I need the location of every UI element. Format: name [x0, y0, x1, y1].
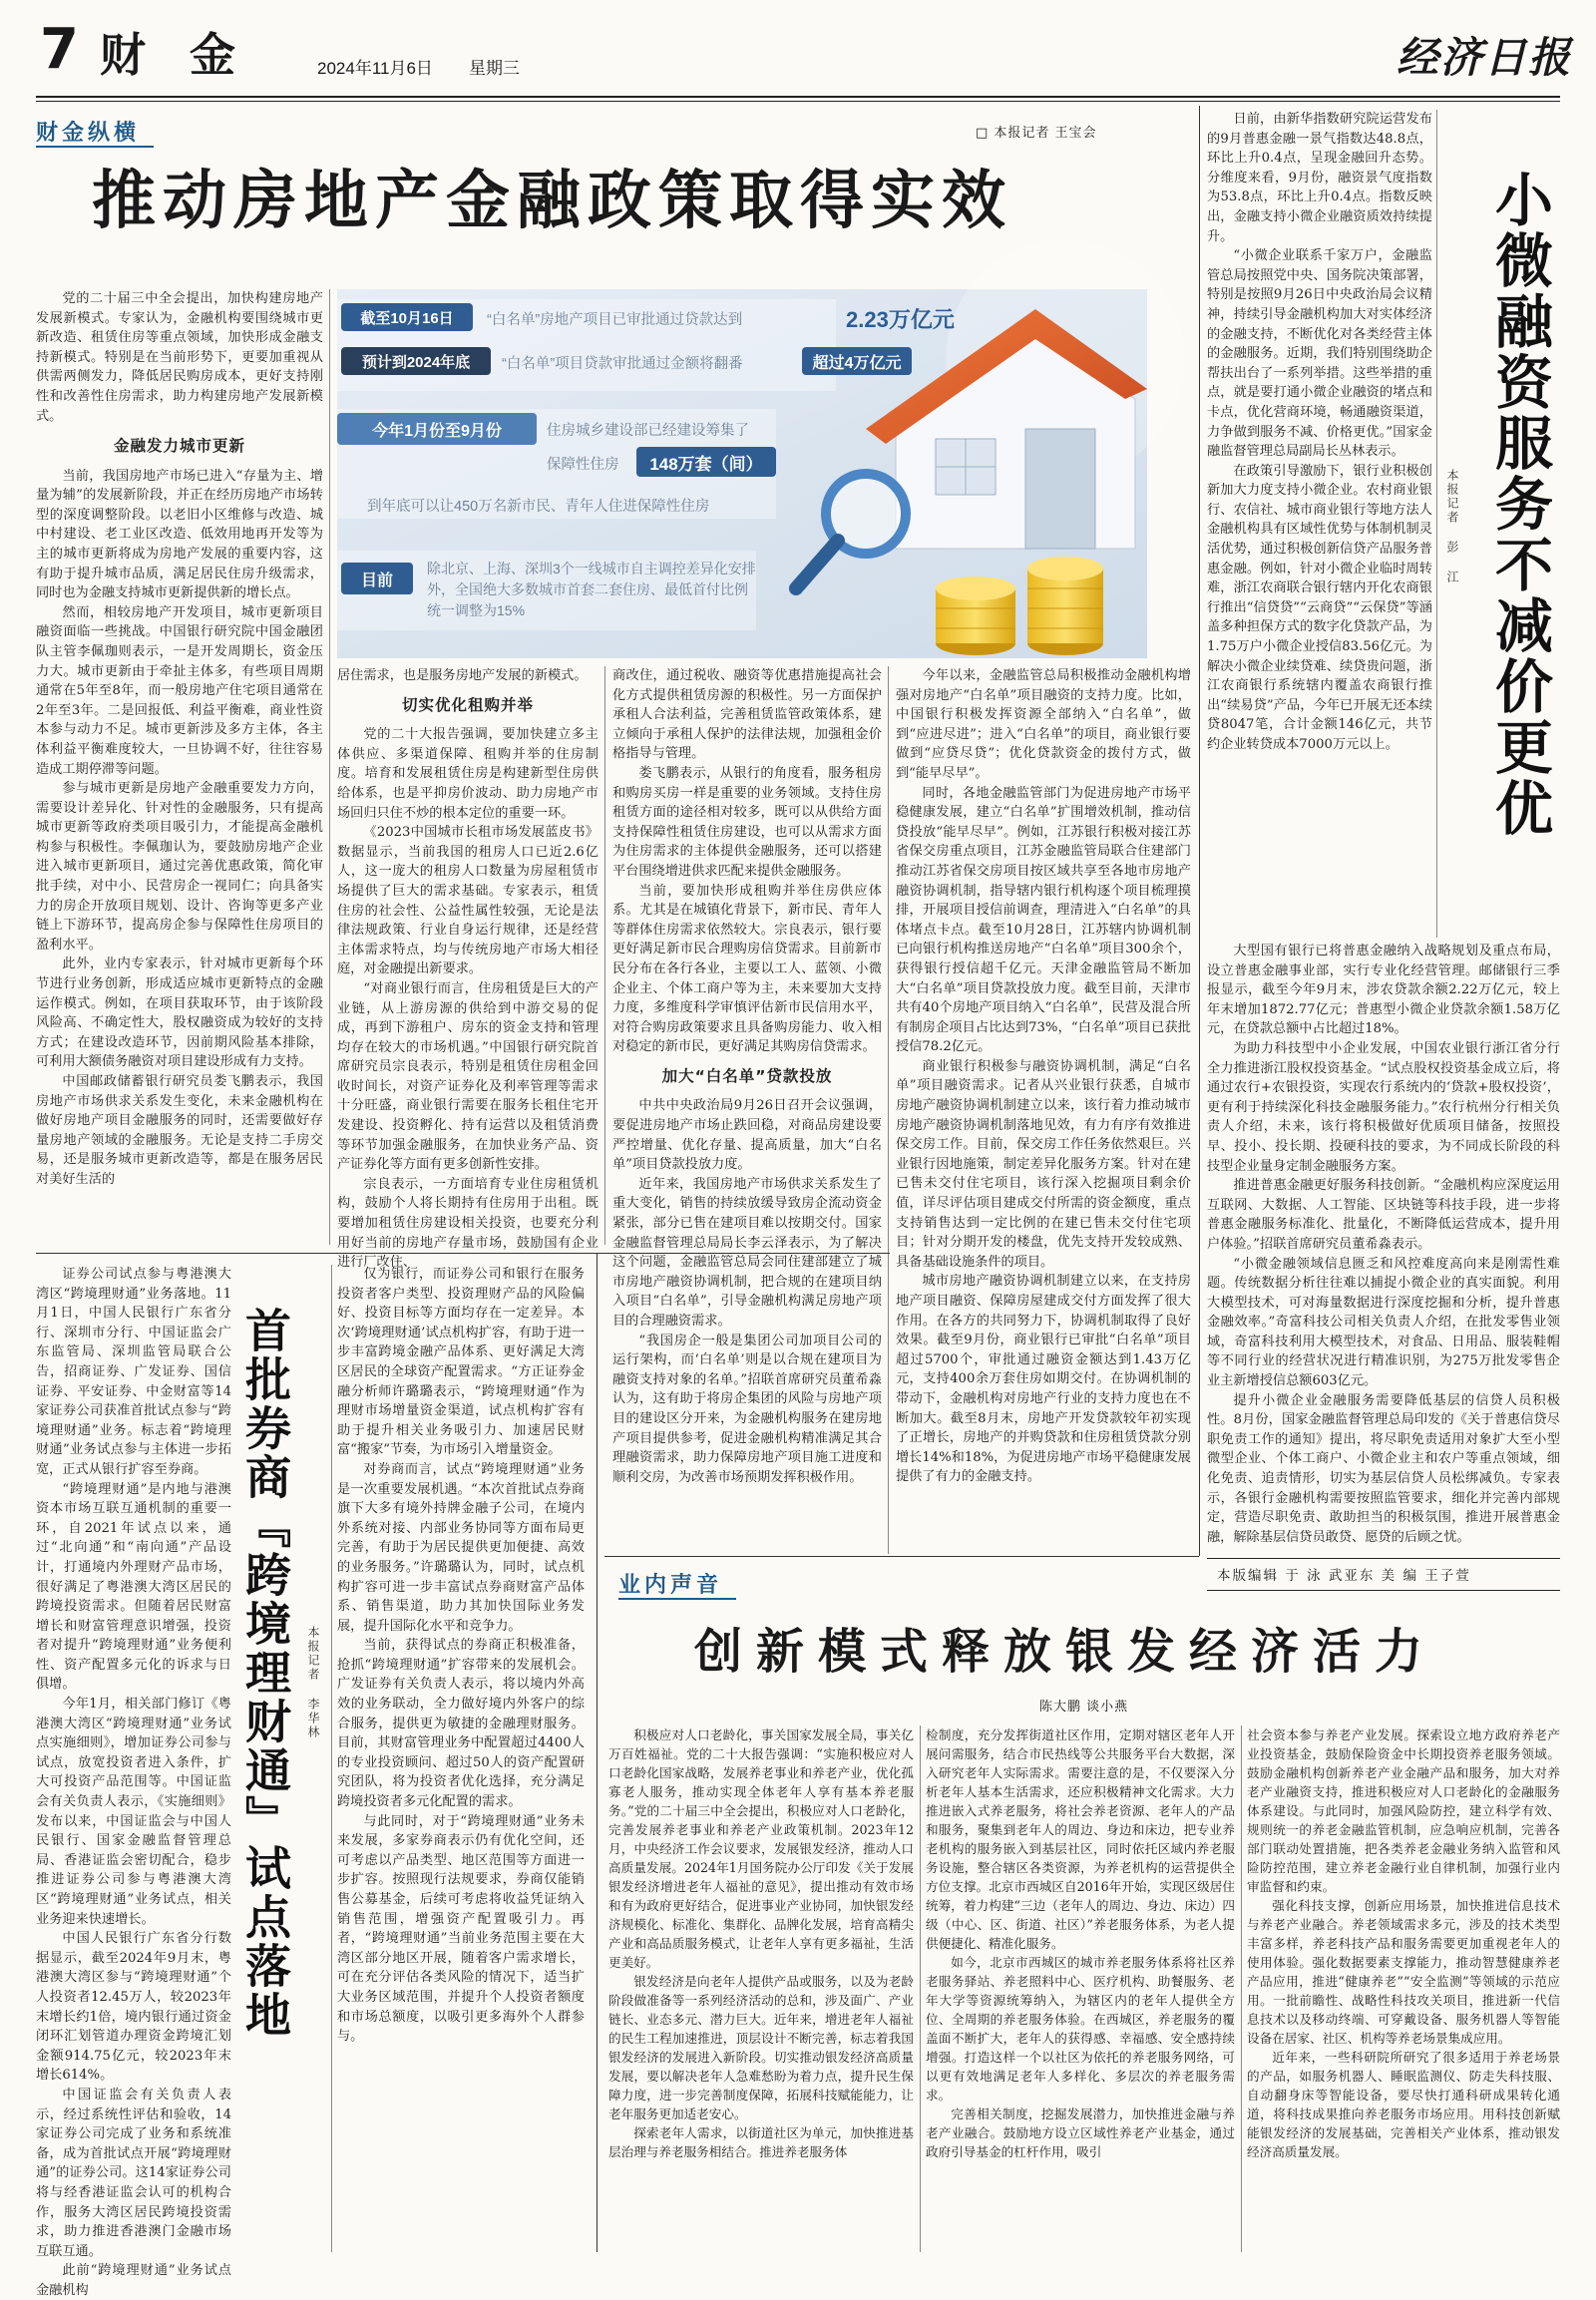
masthead-rule: [36, 96, 1560, 98]
bottom-right-byline: 陈大鹏 谈小燕: [1039, 1700, 1129, 1715]
paragraph: 当前，我国房地产市场已进入“存量为主、增量为辅”的发展新阶段，并正在经历房地产市场转型的深度调整阶段。以老旧小区维修与改造、城中村建设、老工业区改造、低效用地再开发等为主的城市更新将成为房地产发展的重要内容，这有助于提升城市品质，满足居民住房升级需求，同时也为金融支持城市更新提供新的增长点。: [36, 468, 323, 601]
paragraph: 社会资本参与养老产业发展。探索设立地方政府养老产业投资基金，鼓励保险资金中长期投资养老服务领域。鼓励金融机构创新养老产业金融产品和服务，加大对养老产业融资支持，推进积极应对人口老龄化的金融服务体系建设。与此同时，加强风险防控，建立科学有效、规则统一的养老金融监管机制，应急响应机制，完善各部门联动处置措施，把各类养老金融业务纳入监管和风险防控范围，建立养老金融行业自律机制，加强行业内审监督和约束。: [1247, 1727, 1560, 1894]
infographic-value-3: 148万套（间）: [636, 447, 776, 477]
column-divider: [597, 1253, 598, 2252]
paragraph: 推进普惠金融更好服务科技创新。“金融机构应深度运用互联网、大数据、人工智能、区块链等科技手段，进一步将普惠金融服务标准化、批量化，不断降低运营成本，提升用户体验。”招联首席研究员董希淼表示。: [1207, 1178, 1560, 1252]
issue-weekday: 星期三: [469, 59, 520, 78]
paragraph: 大型国有银行已将普惠金融纳入战略规划及重点布局，设立普惠金融事业部，实行专业化经营管理。邮储银行三季报显示，截至今年9月末，涉农贷款余额2.22万亿元，较上年末增加1872.77亿元；普惠型小微企业贷款余额1.58万亿元，在贷款总额中占比超过18%。: [1207, 944, 1560, 1037]
paragraph: 积极应对人口老龄化，事关国家发展全局，事关亿万百姓福祉。党的二十大报告强调：“实施积极应对人口老龄化国家战略，发展养老事业和养老产业，优化孤寡老人服务，推动实现全体老年人享有基本养老服务。”党的二十届三中全会提出，积极应对人口老龄化，完善发展养老事业和养老产业政策机制。2023年12月，中央经济工作会议要求，发展银发经济，推动人口高质量发展。2024年1月国务院办公厅印发《关于发展银发经济增进老年人福祉的意见》，提出推动有效市场和有为政府更好结合，促进事业产业协同，加快银发经济规模化、标准化、集群化、品牌化发展，培育高精尖产业和高品质服务模式，让老年人享有更多福祉，生活更美好。: [608, 1727, 914, 1970]
column-divider: [1241, 1725, 1242, 2252]
paragraph: 今年1月，相关部门修订《粤港澳大湾区“跨境理财通”业务试点实施细则》，增加证券公司参与试点，放宽投资者进入条件，扩大可投资产品范围等。中国证监会有关负责人表示，《实施细则》发布以来，中国证监会与中国人民银行、国家金融监督管理总局、香港证监会密切配合，稳步推进证券公司参与粤港澳大湾区“跨境理财通”业务试点，相关业务迎来快速增长。: [36, 1697, 231, 1927]
lead-byline: □ 本报记者 王宝会: [976, 126, 1097, 141]
paragraph: 银发经济是向老年人提供产品或服务，以及为老龄阶段做准备等一系列经济活动的总和，涉及面广、产业链长、业态多元、潜力巨大。近年来，增进老年人福祉的民生工程加速推进，顶层设计不断完善，标志着我国银发经济的发展进入新阶段。切实推动银发经济高质量发展，要以解决老年人急难愁盼为着力点，提升民生保障力度，进一步完善制度保障，拓展科技赋能能力，让老年服务更加适老安心。: [608, 1974, 914, 2121]
paragraph: “小微企业联系千家万户，金融监管总局按照党中央、国务院决策部署，特别是按照9月26日中央政治局会议精神，持续引导金融机构加大对实体经济的金融支持，不断优化对各类经营主体的金融服务。近期，我们特别围绕助企帮扶出台了一系列举措。这些举措的重点，就是要打通小微企业融资的堵点和卡点，优化营商环境，畅通融资渠道，力争做到服务不减、价格更优。”国家金融监督管理总局副局长丛林表示。: [1207, 248, 1432, 460]
issue-date: 2024年11月6日: [317, 59, 433, 78]
paragraph-continued: 商改住，通过税收、融资等优惠措施提高社会化方式提供租赁房源的积极性。另一方面保护承租人合法利益，完善租赁监管政策体系，建立倾向于承租人保护的法律法规，加强租金价格指导与管理。: [612, 668, 882, 762]
column-divider: [1199, 106, 1200, 1556]
paragraph: 此前“跨境理财通”业务试点金融机构: [36, 2263, 231, 2298]
infographic-label-4: 目前: [341, 563, 413, 594]
column-divider: [920, 1725, 921, 2252]
paragraph: 为助力科技型中小企业发展，中国农业银行浙江省分行全力推进浙江股权投资基金。“试点股权投资基金成立后，将通过农行+农银投资，实现农行系统内的‘贷款+股权投资’，更有利于持续深化科技金融服务能力。”农行杭州分行相关负责人介绍，未来，该行将积极做好优质项目储备，按照投早、投小、投长期、投硬科技的要求，为不同成长阶段的科技型企业量身定制金融服务方案。: [1207, 1040, 1560, 1174]
paragraph: 在政策引导激励下，银行业积极创新加大力度支持小微企业。农村商业银行、农信社、城市商业银行等地方法人金融机构具有区域性优势与体制机制灵活优势，通过积极创新信贷产品服务普惠金融。例如，针对小微企业临时周转难，浙江农商联合银行辖内开化农商银行推出“信贷贷”“云商贷”“云保贷”等涵盖多种担保方式的数字化贷款产品，为1.75万户小微企业授信83.56亿元。为解决小微企业续贷难、续贷贵问题，浙江农商银行系统辖内覆盖农商银行推出“续易贷”产品，今年已开展无还本续贷8047笔，合计金额146亿元，共节约企业转贷成本7000万元以上。: [1207, 463, 1432, 752]
right-story-headline: 小微融资服务不减价更优: [1485, 170, 1553, 839]
lead-column-1: [36, 427, 323, 1245]
bottom-right-headline: 创新模式释放银发经济活力: [694, 1624, 1437, 1680]
column-divider: [329, 289, 330, 1245]
bottom-left-headline: 首批券商『跨境理财通』试点落地: [238, 1307, 292, 2040]
masthead: [0, 0, 1596, 100]
paragraph: 完善相关制度，挖掘发展潜力，加快推进金融与养老产业融合。鼓励地方设立区域性养老产业基金，通过政府引导基金的杠杆作用，吸引: [926, 2107, 1235, 2159]
lead-column-4: [896, 666, 1191, 1544]
column-tag: 财金纵横: [36, 121, 141, 146]
paragraph: 检制度，充分发挥街道社区作用，定期对辖区老年人开展问需服务，结合市民热线等公共服务平台大数据，深入研究老年人实际需求。需要注意的是，不仅要深入分析老年人基本生活需求，还应积极精神文化需求。大力推进嵌入式养老服务，将社会养老资源、老年人的产品和服务，聚集到老年人的周边、身边和床边，把专业养老机构的服务嵌入到基层社区，同时依托区域内养老服务设施，整合辖区各类资源，为养老机构的运营提供全方位支撑。北京市西城区自2016年开始，实现区级居住统筹，着力构建“三边（老年人的周边、身边、床边）四级（中心、区、街道、社区）”养老服务体系，为老人提供便捷化、精准化服务。: [926, 1727, 1235, 1951]
paragraph: “小微金融领域信息匮乏和风控难度高向来是刚需性难题。传统数据分析往往难以捕捉小微企业的真实面貌。利用大模型技术，可对海量数据进行深度挖掘和分析，提升普惠金融效率。”奇富科技公司相关负责人介绍，在批发零售业领域，奇富科技利用大模型技术，对食品、日用品、服装鞋帽等不同行业的经营状况进行精准识别，为275万批发零售企业主新增授信总额603亿元。: [1207, 1256, 1560, 1389]
paragraph: 与此同时，对于“跨境理财通”业务未来发展，多家券商表示仍有优化空间，还可考虑以产品类型、地区范围等方面进一步扩容。按照现行法规要求，券商仅能销售公募基金，后续可考虑将收益凭证纳入销售范围，增强资产配置吸引力。再者，“跨境理财通”当前业务范围主要在大湾区部分地区开展，随着客户需求增长，可在充分评估各类风险的情况下，适当扩大业务区域范围，并提升个人投资者额度和市场总额度，以吸引更多海外个人群参与。: [337, 1813, 585, 2045]
column-divider: [604, 666, 605, 1245]
right-story-byline: 本报记者 彭 江: [1445, 469, 1459, 584]
infographic-text-4: 除北京、上海、深圳3个一线城市自主调控差异化安排外，全国绝大多数城市首套二套住房、最低首付比例统一调整为15%: [427, 561, 756, 618]
bottom-right-column-a: [608, 1725, 914, 2252]
lead-headline: 推动房地产金融政策取得实效: [92, 165, 1012, 238]
column-tag-underline: [36, 146, 154, 148]
column-divider: [888, 666, 889, 1554]
paragraph: “我国房企一般是集团公司加项目公司的运行架构，而‘白名单’则是以合规在建项目为融资支持对象的名单。”招联首席研究员董希淼认为，这有助于将房企集团的风险与房地产项目的建设区分开来，为金融机构服务在建房地产项目提供参考，促进金融机构精准满足其合理融资需求，助力保障房地产项目施工进度和顺利交房，为改善市场预期发挥积极作用。: [612, 1333, 882, 1485]
paragraph: 近年来，我国房地产市场供求关系发生了重大变化，销售的持续放缓导致房企流动资金紧张，部分已售在建项目难以按期交付。国家金融监督管理总局局长李云泽表示，为了解决这个问题，金融监管总局会同住建部建立了城市房地产融资协调机制，把合规的在建项目纳入项目“白名单”，引导金融机构满足房地产项目的合理融资需求。: [612, 1176, 882, 1329]
paragraph: 参与城市更新是房地产金融重要发力方向，需要设计差异化、针对性的金融服务，只有提高城市更新等政府类项目吸引力，才能提高金融机构参与积极性。李佩珈认为，要鼓励房地产企业进入城市更新项目，通过完善优惠政策，简化审批手续，对中小、民营房企一视同仁；向具备实力的房企开放项目规划、设计、咨询等更多产业链上下游环节，提高房企参与保障性住房项目的盈利水平。: [36, 781, 323, 953]
lead-intro-paragraph: 党的二十届三中全会提出，加快构建房地产发展新模式。专家认为，金融机构要围绕城市更新改造、租赁住房等重点领域，加快形成金融支持新模式。特别是在当前形势下，更要加重视从供需两侧发力，降低居民购房成本，更好支持刚性和改善性住房需求，助力构建房地产发展新模式。: [36, 291, 323, 424]
paragraph: 《2023中国城市长租市场发展蓝皮书》数据显示，当前我国的租房人口已近2.6亿人，这一庞大的租房人口数量为房屋租赁市场提供了巨大的需求基础。专家表示，租赁住房的社会性、公益性属性较强，无论是法律法规政策、行业自身运行规律，还是经营主体需求特点，均与传统房地产市场大相径庭，对金融提出新要求。: [337, 825, 598, 977]
infographic-text-3a: 住房城乡建设部已经建设筹集了: [547, 423, 749, 439]
paragraph: 中共中央政治局9月26日召开会议强调，要促进房地产市场止跌回稳，对商品房建设要严控增量、优化存量、提高质量，加大“白名单”项目贷款投放力度。: [612, 1098, 882, 1173]
lead-column-3: [612, 666, 882, 1485]
paragraph: 提升小微企业金融服务需要降低基层的信贷人员积极性。8月份，国家金融监督管理总局印发的《关于普惠信贷尽职免责工作的通知》提出，将尽职免责适用对象扩大至小型微型企业、个体工商户、小微企业主和农户等重点领域，细化免责、追责情形，切实为基层信贷人员松绑减负。专家表示，各银行金融机构需要按照监管要求，细化并完善内部规定，营造尽职免责、敢助担当的积极氛围，推进开展普惠金融，解除基层信贷员敢贷、愿贷的后顾之忧。: [1207, 1392, 1560, 1545]
bottom-left-byline: 本报记者 李华林: [306, 1626, 320, 1739]
staff-rule-top: [1207, 1558, 1560, 1559]
column-divider: [1436, 110, 1437, 938]
subhead: 切实优化租购并举: [401, 695, 534, 714]
paragraph: 中国证监会有关负责人表示，经过系统性评估和验收，14家证券公司完成了业务和系统准备，成为首批试点开展“跨境理财通”的证券公司。这14家证券公司将与经香港证监会认可的机构合作，服务大湾区居民跨境投资需求，助力推进香港澳门金融市场互联互通。: [36, 2087, 231, 2259]
infographic-label-3: 今年1月份至9月份: [337, 413, 537, 445]
staff-credits: 本版编辑 于 泳 武亚东 美 编 王子萱: [1217, 1568, 1471, 1584]
paragraph: 证券公司试点参与粤港澳大湾区“跨境理财通”业务落地。11月1日，中国人民银行广东省分行、深圳市分行、中国证监会广东监管局、深圳监管局联合公告，招商证券、广发证券、国信证券、平安证券、中金财富等14家证券公司获准首批试点参与“跨境理财通”业务。标志着“跨境理财通”业务试点参与主体进一步拓宽，正式从银行扩容至券商。: [36, 1267, 231, 1477]
infographic-label-2: 预计到2024年底: [341, 347, 491, 375]
page-number: 7: [40, 17, 79, 82]
paragraph: “跨境理财通”是内地与港澳资本市场互联互通机制的重要一环，自2021年试点以来，通过“北向通”和“南向通”产品设计，打通境内外理财产品市场，很好满足了粤港澳大湾区居民的跨境投资需求。但随着居民财富增长和财富管理意识增强，投资者对提升“跨境理财通”业务便利性、资产配置多元化的诉求与日俱增。: [36, 1481, 231, 1693]
paragraph-continued: 居住需求，也是服务房地产发展的新模式。: [337, 668, 588, 683]
paragraph: 宗良表示，一方面培育专业住房租赁机构，鼓励个人将长期持有住房用于出租。既要增加租赁住房建设相关投资，也要充分利用好当前的房地产存量市场，鼓励国有企业进行厂改住、: [337, 1176, 598, 1271]
bottom-right-column-b: [926, 1725, 1235, 2252]
paragraph: 中国人民银行广东省分行数据显示，截至2024年9月末，粤港澳大湾区参与“跨境理财通”个人投资者12.45万人，较2023年末增长约1倍，境内银行通过资金闭环汇划管道办理资金跨境汇划金额914.75亿元，较2023年末增长614%。: [36, 1931, 231, 2084]
paper-name-logo: 经济日报: [1396, 33, 1573, 82]
bottom-right-column-c: [1247, 1725, 1560, 2252]
paragraph: 然而，相较房地产开发项目，城市更新项目融资面临一些挑战。中国银行研究院中国金融团队主管李佩珈则表示，一是开发周期长，资金压力大。城市更新由于牵扯主体多，有些项目周期通常在5年至8年，而一般房地产住宅项目通常在2年至3年。二是回报低、利益平衡难，商业性资本参与动力不足。城市更新涉及多方主体，各主体利益平衡难度较大，一旦协调不好，往往容易造成工期停滞等问题。: [36, 604, 323, 777]
paragraph: 仅为银行，而证券公司和银行在服务投资者客户类型、投资理财产品的风险偏好、投资目标等方面均存在一定差异。本次‘跨境理财通’试点机构扩容，有助于进一步丰富跨境金融产品体系、更好满足大湾区居民的全球资产配置需求。“方正证券金融分析师许璐璐表示，“跨境理财通”作为理财市场增量资金渠道，试点机构扩容有助于提升相关业务吸引力、加速居民财富“搬家”节奏，为市场引入增量资金。: [337, 1267, 585, 1458]
right-story-column-b: [1207, 942, 1560, 1545]
paragraph: 今年以来，金融监管总局积极推动金融机构增强对房地产“白名单”项目融资的支持力度。比如，中国银行积极发挥资源全部纳入“白名单”，做到“应进尽进”；进入“白名单”的项目，商业银行要做到“应贷尽贷”；优化贷款资金的拨付方式，做到“能早尽早”。: [896, 668, 1191, 781]
subhead: 金融发力城市更新: [113, 437, 245, 455]
right-story-column-a: [1207, 110, 1432, 938]
paragraph: 当前，获得试点的券商正积极准备，抢抓“跨境理财通”扩容带来的发展机会。广发证券有关负责人表示，将以境内外高效的业务联动，全力做好境内外客户的综合服务，提供更为敏捷的金融理财服务。目前，其财富管理业务中配置超过4400人的专业投资顾问、超过50人的资产配置研究团队，将为投资者优化选择，充分满足跨境投资者多元化配置的需求。: [337, 1638, 585, 1810]
paragraph: 近年来，一些科研院所研究了很多适用于养老场景的产品，如服务机器人、睡眠监测仪、防走失科技服、自动翻身床等智能设备，要尽快打通科研成果转化通道，将科技成果推向养老服务市场应用。用科技创新赋能银发经济的发展基础，完善相关产业体系，推动银发经济高质量发展。: [1247, 2050, 1560, 2159]
paragraph-continued: 日前，由新华指数研究院运营发布的9月普惠金融一景气指数达48.8点，环比上升0.4点，呈现金融回升态势。分维度来看，9月份，融资景气度指数为53.8点，环比上升0.4点。指数反映出，金融支持小微企业融资质效持续提升。: [1207, 112, 1432, 244]
infographic-text-2: “白名单”项目贷款审批通过金额将翻番: [502, 356, 743, 372]
subhead: 加大“白名单”贷款投放: [661, 1066, 833, 1085]
paragraph: 如今，北京市西城区的城市养老服务体系将社区养老服务驿站、养老照料中心、医疗机构、助餐服务、老年大学等资源统筹纳入，为辖区内的老年人提供全方位、全周期的养老服务体验。在西城区，养老服务的覆盖面不断扩大，老年人的获得感、幸福感、安全感持续增强。打造这样一个以社区为依托的养老服务网络，可以更有效地满足老年人多样化、多层次的养老服务需求。: [926, 1955, 1235, 2103]
infographic-text-3c: 到年底可以让450万名新市民、青年人住进保障性住房: [367, 499, 710, 515]
paragraph: 同时，各地金融监管部门为促进房地产市场平稳健康发展，建立“白名单”扩围增效机制，推动信贷投放“能早尽早”。例如，江苏银行积极对接江苏省保交房重点项目，江苏金融监管局联合住建部门推动江苏省保交房项目按区域共享至各地市房地产融资协调机制，指导辖内银行机构逐个项目梳理摸排，开展项目授信前调查，理清进入“白名单”的具体堵点卡点。截至10月28日，江苏辖内协调机制已向银行机构推送房地产“白名单”项目300余个，获得银行授信超千亿元。天津金融监管局不断加大“白名单”项目贷款投放力度。截至目前，天津市共有40个房地产项目纳入“白名单”，民营及混合所有制房企项目占比达到73%，“白名单”项目已获批授信78.2亿元。: [896, 785, 1191, 1055]
masthead-rule-thin: [36, 101, 1560, 102]
paragraph: 城市房地产融资协调机制建立以来，在支持房地产项目融资、保障房屋建成交付方面发挥了很大作用。在各方的共同努力下，协调机制取得了良好效果。截至9月份，商业银行已审批“白名单”项目超过5700个，审批通过融资金额达到1.43万亿元，支持400余万套住房如期交付。在协调机制的带动下，金融机构对房地产行业的支持力度也在不断加大。截至8月末，房地产开发贷款较年初实现了正增长，房地产的并购贷款和住房租赁贷款分别增长14%和18%，为促进房地产市场平稳健康发展提供了有力的金融支持。: [896, 1274, 1191, 1485]
section-rule: [604, 1556, 1199, 1557]
paragraph: “对商业银行而言，住房租赁是巨大的产业链，从上游房源的供给到中游交易的促成，再到下游租户、房东的资金支持和管理均存在较大的市场机遇。”中国银行研究院首席研究员宗良表示，特别是租赁住房租金回收时间长，对资产证券化及利率管理等需求十分旺盛，商业银行需要在服务长租住宅开发建设、投资孵化、持有运营以及租赁消费等环节加强金融服务，在加快业务产品、资产证券化等方面有更多创新性安排。: [337, 980, 598, 1173]
lead-intro: [36, 289, 323, 424]
infographic-label-1: 截至10月16日: [341, 303, 473, 331]
staff-rule-bottom: [1207, 1590, 1560, 1591]
paragraph: 党的二十大报告强调，要加快建立多主体供应、多渠道保障、租购并举的住房制度。培育和发展租赁住房是构建新型住房供给体系，也是平抑房价波动、助力房地产市场回归只住不炒的根本定位的重要一环。: [337, 727, 598, 821]
infographic-text-3b: 保障性住房: [547, 457, 619, 473]
paragraph: 娄飞鹏表示，从银行的角度看，服务租房和购房买房一样是重要的业务领域。支持住房租赁方面的途径相对较多，既可以从供给方面支持保障性租赁住房建设，也可以从需求方面为住房需求的主体提供金融服务，还可以搭建平台围绕增进供求匹配来提供金融服务。: [612, 765, 882, 879]
section-rule: [36, 1253, 890, 1254]
bottom-right-column-tag: 业内声音: [618, 1573, 723, 1598]
infographic-value-2: 超过4万亿元: [802, 347, 912, 375]
paragraph: 强化科技支撑，创新应用场景，加快推进信息技术与养老产业融合。养老领域需求多元，涉及的技术类型丰富多样，养老科技产品和服务需要更加重视老年人的使用体验。强化数据要素支撑能力，推动智慧健康养老产品应用，推进“健康养老”“安全监测”等领域的示范应用。一批前瞻性、战略性科技攻关项目，推进新一代信息技术以及移动终端、可穿戴设备、服务机器人等智能设备在居家、社区、机构等养老场景集成应用。: [1247, 1898, 1560, 2046]
column-tag-underline: [618, 1598, 736, 1600]
infographic: [337, 289, 1147, 658]
paragraph: 对券商而言，试点“跨境理财通”业务是一次重要发展机遇。“本次首批试点券商旗下大多有境外持牌金融子公司，在境内外系统对接、内部业务协同等方面布局更完善，有助于为居民提供更加便捷、高效的业务服务。”许璐璐认为，同时，试点机构扩容可进一步丰富试点券商财富产品体系、销售渠道，助力其加快国际业务发展，提升国际化水平和竞争力。: [337, 1461, 585, 1634]
bottom-left-column-b: [337, 1265, 585, 2252]
bottom-left-column-a: [36, 1265, 231, 2298]
paragraph: 当前，要加快形成租购并举住房供应体系。尤其是在城镇化背景下，新市民、青年人等群体住房需求依然较大。宗良表示，银行要更好满足新市民合理购房信贷需求。目前新市民分布在各行各业，主要以工人、蓝领、小微企业主、个体工商户等为主，未来要加大支持力度，多维度科学审慎评估新市民信用水平，对符合购房政策要求且具备购房能力、收入相对稳定的新市民，更好满足其购房信贷需求。: [612, 883, 882, 1055]
infographic-value-1: 2.23万亿元: [846, 307, 955, 332]
paragraph: 探索老年人需求，以街道社区为单元，加快推进基层治理与养老服务相结合。推进养老服务体: [608, 2125, 914, 2159]
paragraph: 此外，业内专家表示，针对城市更新每个环节进行业务创新，形成适应城市更新特点的金融运作模式。例如，在项目获取环节，由于该阶段风险高、不确定性大，股权融资成为较好的支持方式；在建设改造环节，因前期风险基本排除，可利用大额债务融资对项目建设形成有力支持。: [36, 957, 323, 1070]
column-divider: [331, 1265, 332, 2252]
infographic-text-1: “白名单”房地产项目已审批通过贷款达到: [487, 312, 743, 328]
paragraph: 中国邮政储蓄银行研究员娄飞鹏表示，我国房地产市场供求关系发生变化，未来金融机构在做好房地产项目金融服务的同时，还需要做好存量房地产领域的金融服务。无论是支持二手房交易，还是服务城市更新改造等，都是在服务居民对美好生活的: [36, 1074, 323, 1187]
section-name: 财 金: [100, 28, 250, 82]
lead-column-2: [337, 666, 598, 1271]
paragraph: 商业银行积极参与融资协调机制，满足“白名单”项目融资需求。记者从兴业银行获悉，自城市房地产融资协调机制建立以来，该行着力推动城市房地产融资协调机制落地见效，有力有序有效推进保交房工作。目前，保交房工作任务依然艰巨。兴业银行因地施策，制定差异化服务方案。针对在建已售未交付住宅项目，该行深入挖掘项目剩余价值，详尽评估项目建成交付所需的资金额度，重点支持销售达到一定比例的在建已售未交付住宅项目；针对分期开发的楼盘，优先支持开发较成熟、具备基础设施条件的项目。: [896, 1058, 1191, 1270]
